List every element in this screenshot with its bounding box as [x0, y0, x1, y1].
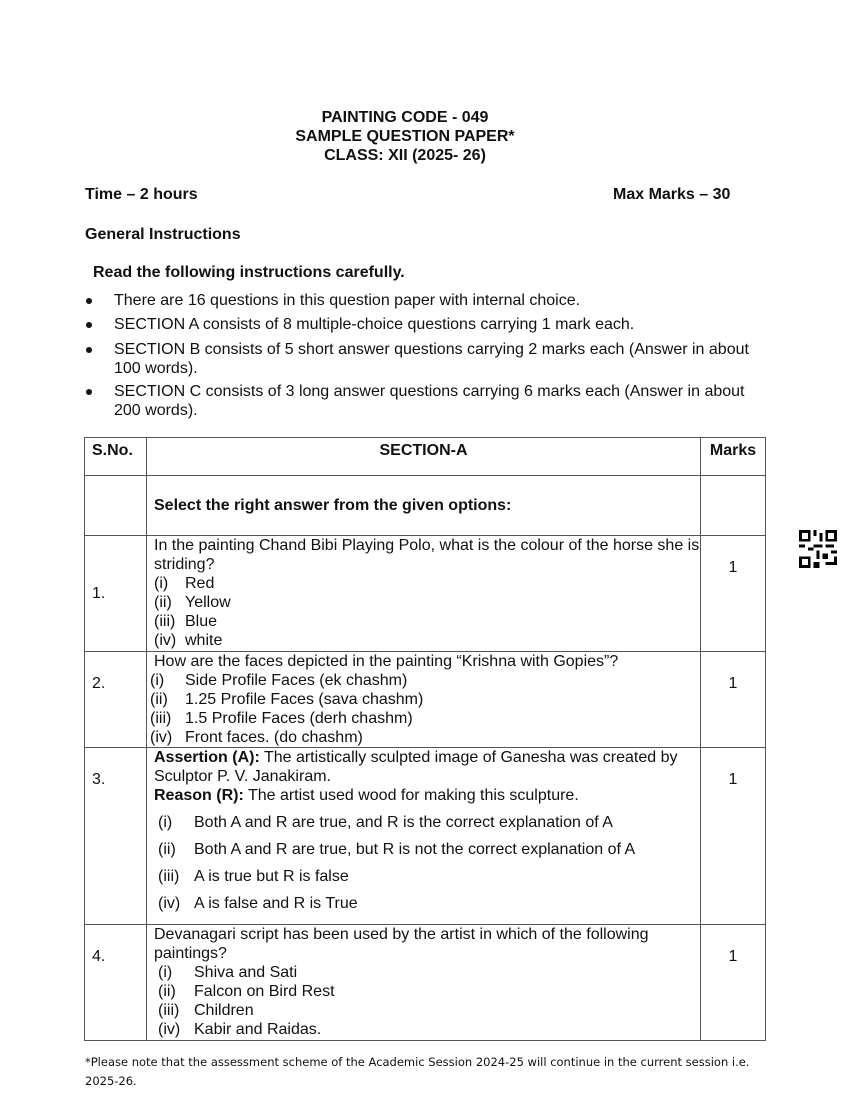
bullet-icon: [86, 298, 92, 304]
class-line: CLASS: XII (2025- 26): [324, 147, 486, 164]
directive-row: [85, 476, 766, 536]
question-number: 1.: [85, 536, 147, 652]
option: (iii) A is true but R is false: [158, 868, 349, 885]
max-marks-label: Max Marks – 30: [613, 186, 731, 203]
option: (iv) white: [154, 632, 223, 649]
question-marks: 1: [701, 652, 766, 748]
read-instructions: Read the following instructions carefully.: [93, 264, 405, 281]
reason-text: Reason (R): The artist used wood for making this sculpture.: [154, 787, 579, 804]
table-row: [85, 536, 766, 652]
bullet-icon: [86, 322, 92, 328]
question-number: 4.: [85, 925, 147, 1041]
table-row: [85, 748, 766, 925]
header-marks: Marks: [701, 438, 766, 476]
bullet-icon: [86, 389, 92, 395]
time-label: Time – 2 hours: [85, 186, 198, 203]
option: (ii) Yellow: [154, 594, 231, 611]
header-sno: S.No.: [85, 438, 147, 476]
question-number: 3.: [85, 748, 147, 925]
option: (ii) 1.25 Profile Faces (sava chashm): [150, 691, 424, 708]
option: (iv) A is false and R is True: [158, 895, 358, 912]
option: (iv) Kabir and Raidas.: [158, 1021, 322, 1038]
header-section: SECTION-A: [147, 438, 701, 476]
option: (i) Red: [154, 575, 215, 592]
assertion-text: Assertion (A): The artistically sculpted image of Ganesha was created by Sculptor P. V. Janakiram.: [154, 749, 678, 785]
question-number: 2.: [85, 652, 147, 748]
question-cell: [147, 652, 701, 748]
paper-subtitle: SAMPLE QUESTION PAPER*: [295, 128, 515, 145]
question-text: How are the faces depicted in the painting “Krishna with Gopies”?: [154, 653, 619, 670]
question-text: In the painting Chand Bibi Playing Polo, what is the colour of the horse she is striding?: [154, 537, 700, 573]
question-cell: [147, 536, 701, 652]
question-marks: 1: [701, 925, 766, 1041]
option: (ii) Both A and R are true, but R is not the correct explanation of A: [158, 841, 636, 858]
directive-text: Select the right answer from the given options:: [147, 476, 701, 536]
table-row: [85, 652, 766, 748]
footnote: *Please note that the assessment scheme of the Academic Session 2024-25 will continue in the current session i.e. 2025-26.: [85, 1055, 750, 1088]
option: (iii) Blue: [154, 613, 218, 630]
section-a-table: [84, 437, 766, 1041]
option: (iii) 1.5 Profile Faces (derh chashm): [150, 710, 413, 727]
general-instructions-heading: General Instructions: [85, 226, 241, 243]
paper-title: PAINTING CODE - 049: [321, 109, 489, 126]
question-cell: [147, 748, 701, 925]
option: (ii) Falcon on Bird Rest: [158, 983, 335, 1000]
option: (i) Side Profile Faces (ek chashm): [150, 672, 408, 689]
question-text: Devanagari script has been used by the artist in which of the following paintings?: [154, 926, 649, 962]
question-marks: 1: [701, 536, 766, 652]
question-marks: 1: [701, 748, 766, 925]
question-cell: [147, 925, 701, 1041]
qr-code-icon: [799, 530, 837, 568]
table-header-row: [85, 438, 766, 476]
bullet-icon: [86, 347, 92, 353]
option: (i) Shiva and Sati: [158, 964, 298, 981]
table-row: [85, 925, 766, 1041]
option: (i) Both A and R are true, and R is the correct explanation of A: [158, 814, 613, 831]
option: (iii) Children: [158, 1002, 254, 1019]
option: (iv) Front faces. (do chashm): [150, 729, 363, 746]
